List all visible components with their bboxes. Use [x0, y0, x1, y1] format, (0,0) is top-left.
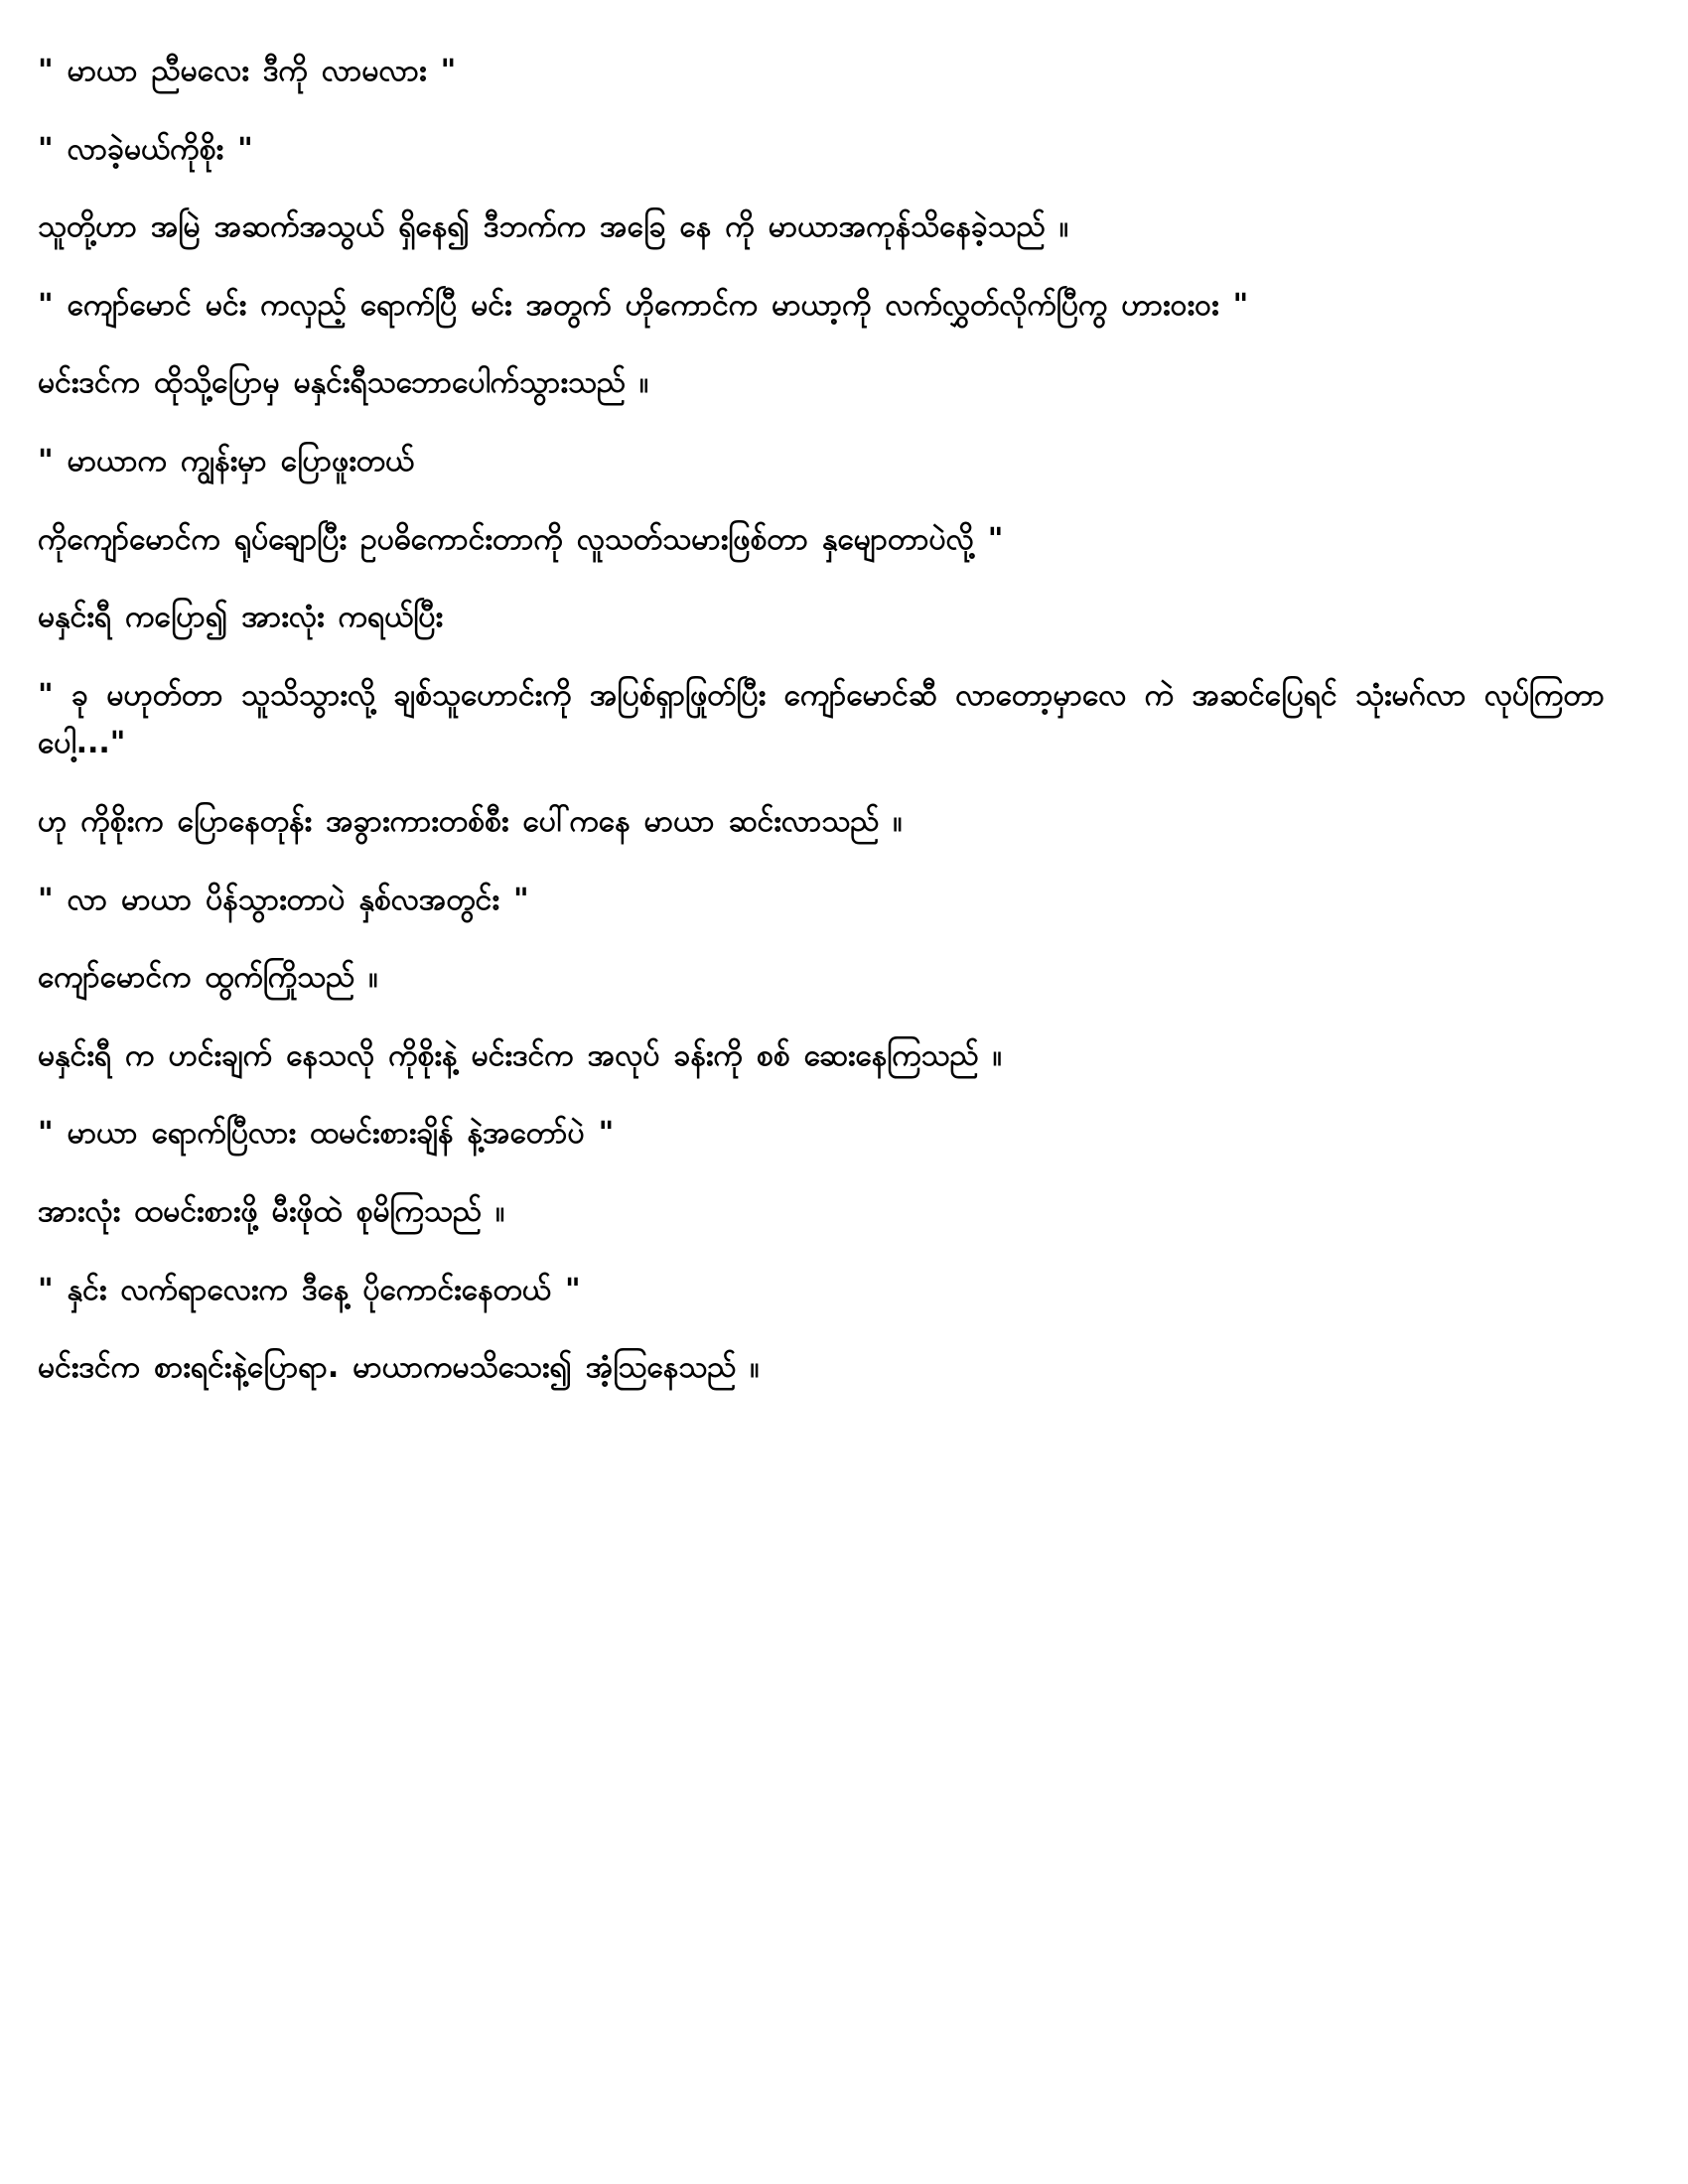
- paragraph: မနှင်းရီ ကပြော၍ အားလုံး ကရယ်ပြီး: [38, 600, 444, 635]
- paragraph: " လာခဲ့မယ်ကိုစိုး ": [38, 131, 253, 167]
- paragraph: ကျော်မောင်က ထွက်ကြိုသည် ။: [38, 960, 378, 996]
- paragraph: သူတို့ဟာ အမြဲ အဆက်အသွယ် ရှိနေ၍ ဒီဘက်က အခြေ နေ ကို မာယာအကုန်သိနေခဲ့သည် ။: [38, 209, 1068, 245]
- paragraph: " လာ မာယာ ပိန်သွားတာပဲ နှစ်လအတွင်း ": [38, 882, 529, 917]
- paragraph: မင်းဒင်က စားရင်းနဲ့ပြောရာ. မာယာကမသိသေး၍ အံ့သြနေသည် ။: [38, 1350, 760, 1386]
- paragraph: အားလုံး ထမင်းစားဖို့ မီးဖိုထဲ စုမိကြသည် ။: [38, 1193, 505, 1229]
- paragraph: ကိုကျော်မောင်က ရုပ်ချောပြီး ဥပဓိကောင်းတာကို လူသတ်သမားဖြစ်တာ နှမျောတာပဲလို့ ": [38, 521, 1004, 557]
- paragraph: " မာယာ ညီမလေး ဒီကို လာမလား ": [38, 54, 457, 88]
- paragraph: ဟု ကိုစိုးက ပြောနေတုန်း အခွားကားတစ်စီး ပေါ်ကနေ မာယာ ဆင်းလာသည် ။: [38, 803, 903, 839]
- paragraph: မနှင်းရီ က ဟင်းချက် နေသလို ကိုစိုးနဲ့ မင်းဒင်က အလုပ် ခန်းကို စစ် ဆေးနေကြသည် ။: [38, 1037, 1002, 1073]
- paragraph: " မာယာ ရောက်ပြီလား ထမင်းစားချိန် နဲ့အတော်ပဲ ": [38, 1116, 615, 1152]
- paragraph: မင်းဒင်က ထိုသို့ပြောမှ မနှင်းရီသဘောပေါက်သွားသည် ။: [38, 365, 649, 401]
- paragraph: " ကျော်မောင် မင်း ကလှည့် ရောက်ပြီ မင်း အတွက် ဟိုကောင်က မာယာ့ကို လက်လွှတ်လိုက်ပြီကွ ဟား၀း၀း ": [38, 287, 1249, 323]
- paragraph: " မာယာက ကျွန်းမှာ ပြောဖူးတယ်: [38, 443, 415, 478]
- paragraph: " နှင်း လက်ရာလေးက ဒီနေ့ ပိုကောင်းနေတယ် ": [38, 1272, 581, 1307]
- document-body: [38, 48, 1605, 1393]
- paragraph: " ခု မဟုတ်တာ သူသိသွားလို့ ချစ်သူဟောင်းကို အပြစ်ရှာဖြုတ်ပြီး ကျော်မောင်ဆီ လာတော့မှာလေ ကဲ အဆင်ပြေရင် သုံးမဂ်လာ လုပ်ကြတာပေါ့...": [38, 677, 1605, 761]
